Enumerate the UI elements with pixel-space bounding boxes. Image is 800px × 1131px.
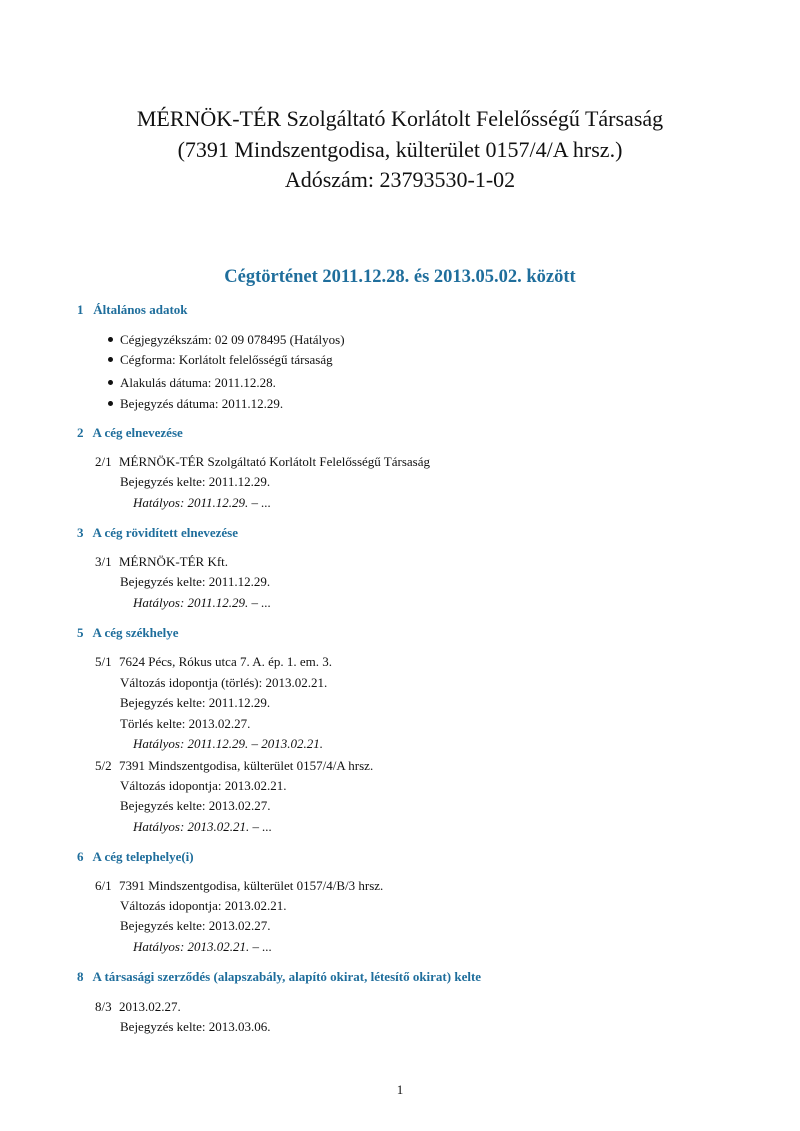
section-heading-1: 1 Általános adatok [77, 302, 188, 317]
entry-detail: Bejegyzés kelte: 2013.02.27. [120, 798, 271, 813]
entry-detail: Bejegyzés kelte: 2011.12.29. [120, 474, 271, 489]
entry-detail: Bejegyzés kelte: 2011.12.29. [120, 695, 271, 710]
list-item: Cégjegyzékszám: 02 09 078495 (Hatályos) [108, 332, 345, 348]
entry-validity: Hatályos: 2013.02.21. – ... [133, 939, 273, 954]
company-address: (7391 Mindszentgodisa, külterület 0157/4/A hrsz.) [177, 137, 623, 162]
company-name: MÉRNÖK-TÉR Szolgáltató Korlátolt Felelősségű Társaság [136, 106, 664, 131]
entry-validity: Hatályos: 2011.12.29. – ... [133, 495, 272, 510]
section-heading-3: 3 A cég rövidített elnevezése [77, 525, 239, 540]
entry-detail: Bejegyzés kelte: 2013.03.06. [120, 1019, 271, 1034]
list-item: Cégforma: Korlátolt felelősségű társaság [108, 352, 333, 368]
entry-detail: Törlés kelte: 2013.02.27. [120, 716, 251, 731]
tax-number: Adószám: 23793530-1-02 [284, 167, 516, 192]
entry-validity: Hatályos: 2013.02.21. – ... [133, 819, 273, 834]
entry-detail: Bejegyzés kelte: 2011.12.29. [120, 574, 271, 589]
entry-detail: Bejegyzés kelte: 2013.02.27. [120, 918, 271, 933]
entry-row: 5/1 7624 Pécs, Rókus utca 7. A. ép. 1. em. 3. [95, 654, 333, 669]
list-item: Alakulás dátuma: 2011.12.28. [108, 375, 276, 391]
entry-detail: Változás idopontja: 2013.02.21. [120, 778, 287, 793]
entry-detail: Változás idopontja (törlés): 2013.02.21. [120, 675, 328, 690]
page-number: 1 [396, 1082, 404, 1097]
document-title: Cégtörténet 2011.12.28. és 2013.05.02. között [224, 267, 576, 287]
entry-validity: Hatályos: 2011.12.29. – 2013.02.21. [133, 736, 324, 751]
entry-row: 2/1 MÉRNÖK-TÉR Szolgáltató Korlátolt Felelősségű Társaság [95, 454, 430, 469]
entry-row: 6/1 7391 Mindszentgodisa, külterület 0157/4/B/3 hrsz. [95, 878, 384, 893]
section-heading-6: 6 A cég telephelye(i) [77, 849, 194, 864]
entry-detail: Változás idopontja: 2013.02.21. [120, 898, 287, 913]
entry-row: 5/2 7391 Mindszentgodisa, külterület 0157/4/A hrsz. [95, 758, 374, 773]
section-heading-5: 5 A cég székhelye [77, 625, 179, 640]
section-heading-2: 2 A cég elnevezése [77, 425, 183, 440]
list-item: Bejegyzés dátuma: 2011.12.29. [108, 396, 283, 412]
entry-row: 8/3 2013.02.27. [95, 999, 181, 1014]
entry-validity: Hatályos: 2011.12.29. – ... [133, 595, 272, 610]
section-heading-8: 8 A társasági szerződés (alapszabály, alapító okirat, létesítő okirat) kelte [77, 969, 482, 984]
entry-row: 3/1 MÉRNÖK-TÉR Kft. [95, 554, 229, 569]
